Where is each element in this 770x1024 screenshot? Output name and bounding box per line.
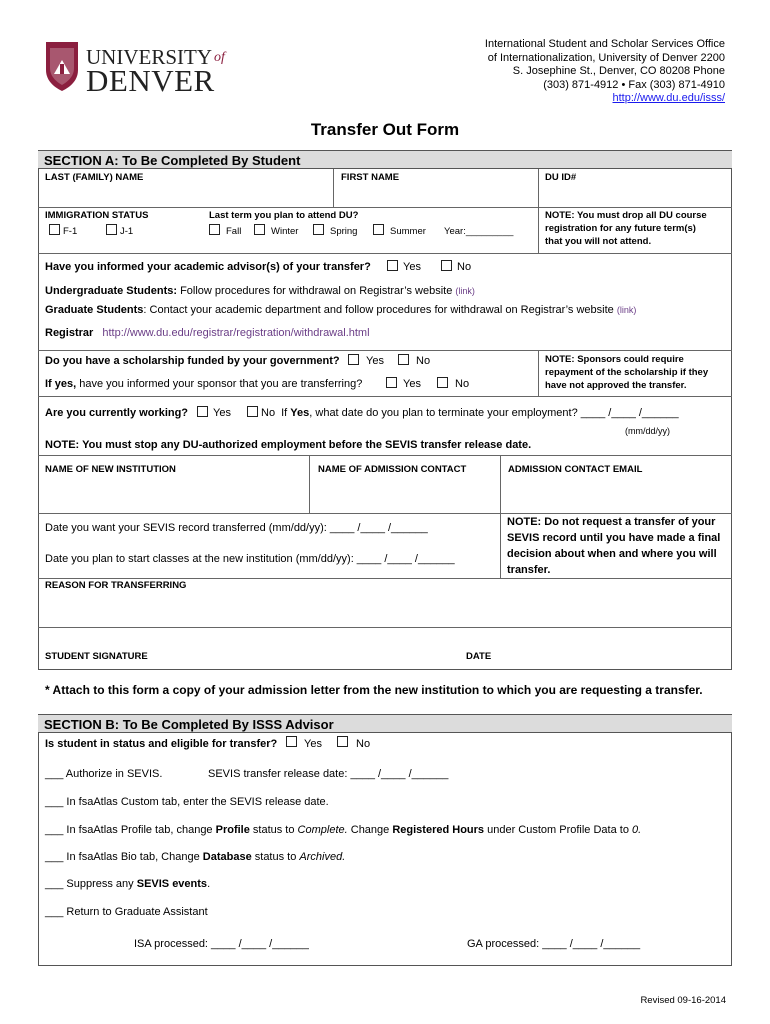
section-b-heading: SECTION B: To Be Completed By ISSS Advisor <box>44 717 334 732</box>
if-yes-bold: Yes <box>290 407 310 419</box>
profile-italic: 0. <box>632 824 642 836</box>
bio-text: ___ In fsaAtlas Bio tab, Change <box>45 851 203 863</box>
suppress-text: . <box>207 878 211 890</box>
du-id-label: DU ID# <box>545 172 577 183</box>
if-yes-label: If yes, <box>45 378 77 390</box>
signature-label: STUDENT SIGNATURE <box>45 651 148 662</box>
spring-label: Spring <box>330 226 358 237</box>
summer-checkbox[interactable] <box>373 224 384 235</box>
office-line: of Internationalization, University of Denver 2200 <box>487 51 725 64</box>
transfer-note-line: decision about when and where you will <box>507 548 717 560</box>
transfer-note-line: transfer. <box>507 564 551 576</box>
office-url-link[interactable]: http://www.du.edu/isss/ <box>612 92 725 104</box>
fall-checkbox[interactable] <box>209 224 220 235</box>
working-question: Are you currently working? <box>45 407 189 419</box>
return-ga-item[interactable]: ___ Return to Graduate Assistant <box>45 906 208 918</box>
advisor-no-label: No <box>457 261 472 273</box>
section-a-heading: SECTION A: To Be Completed By Student <box>44 153 301 168</box>
f1-label: F-1 <box>63 226 78 237</box>
sponsor-no-label: No <box>455 378 470 390</box>
grad-line <box>45 304 636 317</box>
section-a-header <box>38 150 732 169</box>
reason-label: REASON FOR TRANSFERRING <box>45 580 187 591</box>
fall-label: Fall <box>226 226 242 237</box>
profile-bold: Registered Hours <box>392 824 485 836</box>
university-logo <box>44 40 244 96</box>
revised-date: Revised 09-16-2014 <box>640 995 726 1006</box>
bio-text: status to <box>251 851 300 863</box>
sponsor-line <box>45 378 362 391</box>
sponsor-no-checkbox[interactable] <box>437 377 448 388</box>
profile-text: under Custom Profile Data to <box>484 824 633 836</box>
scholarship-no-label: No <box>416 355 431 367</box>
terminate-question: , what date do you plan to terminate your employment? ____ /____ /______ <box>309 407 679 419</box>
admission-email-label: ADMISSION CONTACT EMAIL <box>508 464 643 475</box>
office-address <box>485 38 725 106</box>
last-name-label: LAST (FAMILY) NAME <box>45 172 144 183</box>
office-line: S. Josephine St., Denver, CO 80208 Phone <box>512 65 725 77</box>
if-label: If <box>281 407 291 419</box>
custom-tab-item[interactable]: ___ In fsaAtlas Custom tab, enter the SEVIS release date. <box>45 796 329 808</box>
drop-note-line: registration for any future term(s) <box>545 223 696 234</box>
year-field[interactable]: Year:_________ <box>444 226 514 237</box>
status-yes-checkbox[interactable] <box>286 736 297 747</box>
j1-label: J-1 <box>120 226 134 237</box>
page-title: Transfer Out Form <box>310 120 460 139</box>
profile-tab-item[interactable] <box>45 824 641 837</box>
advisor-question: Have you informed your academic advisor(s) of your transfer? <box>45 261 371 273</box>
grad-text: : Contact your academic department and follow procedures for withdrawal on Registrar’s website <box>143 304 614 316</box>
suppress-bold: SEVIS events <box>136 878 208 890</box>
profile-text: status to <box>249 824 298 836</box>
status-yes-label: Yes <box>304 738 322 750</box>
registrar-line <box>45 327 370 340</box>
section-b-frame <box>38 714 732 966</box>
release-date-field[interactable]: SEVIS transfer release date: ____ /____ /______ <box>208 768 449 780</box>
drop-note-line: that you will not attend. <box>545 236 652 247</box>
suppress-text: ___ Suppress any <box>45 878 137 890</box>
bio-tab-item[interactable] <box>45 851 345 864</box>
scholarship-question: Do you have a scholarship funded by your government? <box>45 355 340 367</box>
university-wordmark: UNIVERSITY <box>86 45 212 69</box>
transfer-note-line: NOTE: Do not request a transfer of your <box>507 516 716 528</box>
admission-contact-label: NAME OF ADMISSION CONTACT <box>318 464 467 475</box>
undergrad-line <box>45 285 475 298</box>
undergrad-link[interactable]: (link) <box>455 286 475 296</box>
bio-bold: Database <box>202 851 252 863</box>
new-institution-label: NAME OF NEW INSTITUTION <box>45 464 176 475</box>
working-yes-label: Yes <box>213 407 231 419</box>
ga-processed-field[interactable]: GA processed: ____ /____ /______ <box>467 938 641 950</box>
university-seal-icon <box>44 40 80 92</box>
start-date-question[interactable]: Date you plan to start classes at the new institution (mm/dd/yy): ____ /____ /______ <box>45 553 455 565</box>
terminate-line <box>261 407 679 420</box>
suppress-item[interactable] <box>45 878 210 891</box>
sponsor-yes-checkbox[interactable] <box>386 377 397 388</box>
scholarship-no-checkbox[interactable] <box>398 354 409 365</box>
date-format-hint: (mm/dd/yy) <box>625 426 670 436</box>
signature-date-label: DATE <box>466 651 492 662</box>
summer-label: Summer <box>390 226 426 237</box>
profile-italic: Complete. <box>297 824 348 836</box>
working-no-label: No <box>261 407 276 419</box>
office-line: International Student and Scholar Services Office <box>484 38 725 50</box>
scholarship-yes-label: Yes <box>366 355 384 367</box>
sevis-date-question[interactable]: Date you want your SEVIS record transferred (mm/dd/yy): ____ /____ /______ <box>45 522 428 534</box>
profile-bold: Profile <box>215 824 250 836</box>
spring-checkbox[interactable] <box>313 224 324 235</box>
winter-label: Winter <box>271 226 299 237</box>
isa-processed-field[interactable]: ISA processed: ____ /____ /______ <box>134 938 309 950</box>
grad-label: Graduate Students <box>45 304 144 316</box>
drop-note-line: NOTE: You must drop all DU course <box>545 210 707 221</box>
authorize-item[interactable]: ___ Authorize in SEVIS. <box>45 768 163 780</box>
immigration-status-label: IMMIGRATION STATUS <box>45 210 149 221</box>
registrar-url-link[interactable]: http://www.du.edu/registrar/registration/withdrawal.html <box>102 327 370 339</box>
denver-wordmark: DENVER <box>86 63 215 98</box>
of-wordmark: of <box>214 50 225 65</box>
employment-note: NOTE: You must stop any DU-authorized employment before the SEVIS transfer release date. <box>45 439 532 451</box>
bio-italic: Archived. <box>299 851 346 863</box>
sponsor-note-line: NOTE: Sponsors could require <box>545 354 684 365</box>
advisor-yes-checkbox[interactable] <box>387 260 398 271</box>
first-name-label: FIRST NAME <box>341 172 400 183</box>
profile-text: ___ In fsaAtlas Profile tab, change <box>45 824 216 836</box>
sponsor-note-line: have not approved the transfer. <box>545 380 687 391</box>
sponsor-question: have you informed your sponsor that you are transferring? <box>79 378 363 390</box>
working-yes-checkbox[interactable] <box>197 406 208 417</box>
undergrad-text: Follow procedures for withdrawal on Registrar’s website <box>180 285 453 297</box>
scholarship-yes-checkbox[interactable] <box>348 354 359 365</box>
sponsor-yes-label: Yes <box>403 378 421 390</box>
undergrad-label: Undergraduate Students: <box>45 285 178 297</box>
profile-text: Change <box>347 824 393 836</box>
section-b-header <box>38 714 732 733</box>
status-question: Is student in status and eligible for transfer? <box>45 738 278 750</box>
registrar-label: Registrar <box>45 327 94 339</box>
status-no-checkbox[interactable] <box>337 736 348 747</box>
winter-checkbox[interactable] <box>254 224 265 235</box>
last-term-label: Last term you plan to attend DU? <box>209 210 359 221</box>
working-no-checkbox[interactable] <box>247 406 258 417</box>
office-line: (303) 871-4912 • Fax (303) 871-4910 <box>543 78 725 91</box>
advisor-no-checkbox[interactable] <box>441 260 452 271</box>
f1-checkbox[interactable] <box>49 224 60 235</box>
transfer-note-line: SEVIS record until you have made a final <box>507 532 721 544</box>
j1-checkbox[interactable] <box>106 224 117 235</box>
advisor-yes-label: Yes <box>403 261 421 273</box>
sponsor-note-line: repayment of the scholarship if they <box>545 367 709 378</box>
status-no-label: No <box>356 738 371 750</box>
grad-link[interactable]: (link) <box>616 305 637 315</box>
attach-note: * Attach to this form a copy of your admission letter from the new institution to which you are requesting a transfer. <box>45 683 703 697</box>
